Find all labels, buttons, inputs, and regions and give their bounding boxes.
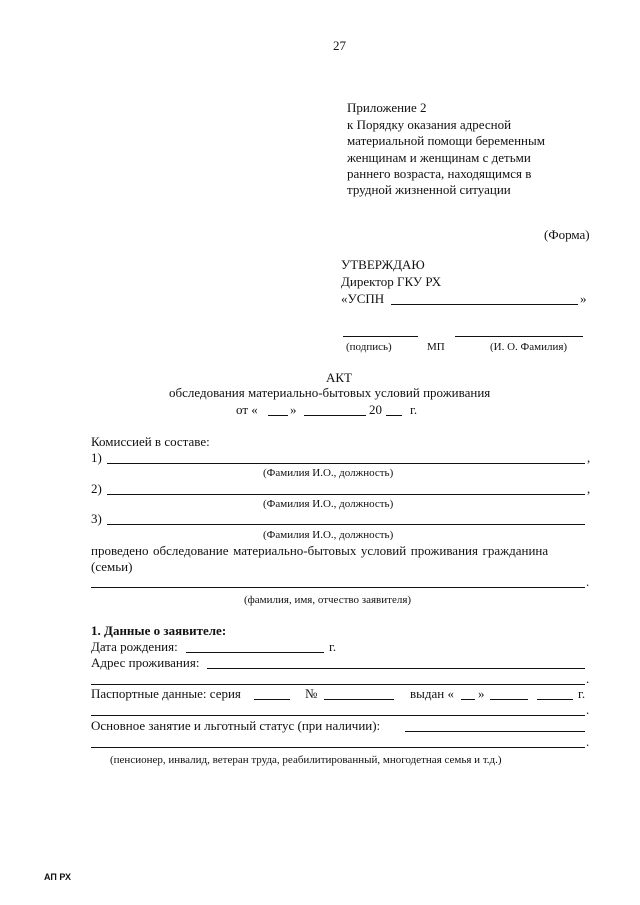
member-3-num: 3) [91,511,102,526]
page-number: 27 [333,38,346,53]
applicant-heading: 1. Данные о заявителе: [91,623,227,638]
member-2-num: 2) [91,481,102,496]
member-2-end: , [587,481,591,496]
act-title: АКТ [326,370,352,385]
occupation-field-2[interactable] [91,747,585,748]
passport-number-field[interactable] [324,699,394,700]
birth-date-field[interactable] [186,652,324,653]
birth-g: г. [329,639,337,654]
member-1-num: 1) [91,450,102,465]
passport-g: г. [578,686,586,701]
passport-end: . [586,702,590,717]
address-label: Адрес проживания: [91,655,200,670]
passport-label: Паспортные данные: серия [91,686,241,701]
appendix-line: трудной жизненной ситуации [347,182,511,197]
appendix-line: Приложение 2 [347,100,427,115]
occupation-field[interactable] [405,731,585,732]
member-2-caption: (Фамилия И.О., должность) [263,498,394,510]
approval-org-prefix: «УСПН [341,291,385,306]
signature-caption: (подпись) [346,341,392,353]
form-label: (Форма) [544,227,590,242]
address-end: . [586,671,590,686]
approval-title: УТВЕРЖДАЮ [341,257,425,272]
survey-text-line2: (семьи) [91,559,133,574]
passport-issued: выдан « [410,686,454,701]
status-caption: (пенсионер, инвалид, ветеран труда, реабилитированный, многодетная семья и т.д.) [110,754,502,766]
address-field-2[interactable] [91,684,585,685]
passport-month-field[interactable] [490,699,528,700]
member-1-caption: (Фамилия И.О., должность) [263,467,394,479]
member-3-field[interactable] [107,524,585,525]
act-date-from: от « [236,402,258,417]
name-field[interactable] [455,336,583,337]
birth-label: Дата рождения: [91,639,178,654]
act-date-month-field[interactable] [304,415,366,416]
appendix-line: к Порядку оказания адресной [347,117,512,132]
applicant-name-field[interactable] [91,587,585,588]
address-field[interactable] [207,668,585,669]
approval-org-field[interactable] [391,304,578,305]
commission-heading: Комиссией в составе: [91,434,210,449]
act-date-year-field[interactable] [386,415,402,416]
survey-end: . [586,574,590,589]
member-3-caption: (Фамилия И.О., должность) [263,529,394,541]
appendix-line: раннего возраста, находящимся в [347,166,532,181]
act-date-q: » [290,402,297,417]
survey-caption: (фамилия, имя, отчество заявителя) [244,594,412,606]
member-1-end: , [587,450,591,465]
footer-mark: АП РХ [44,872,72,882]
name-caption: (И. О. Фамилия) [490,341,568,353]
occupation-end: . [586,734,590,749]
passport-q: » [478,686,485,701]
passport-series-field[interactable] [254,699,290,700]
stamp-label: МП [427,341,445,353]
approval-org-suffix: » [580,291,587,306]
act-date-g: г. [410,402,418,417]
appendix-line: женщинам и женщинам с детьми [347,150,531,165]
passport-year-field[interactable] [537,699,573,700]
signature-field[interactable] [343,336,418,337]
passport-no: № [305,686,318,701]
approval-position: Директор ГКУ РХ [341,274,442,289]
survey-text-line1: проведено обследование материально-бытовых условий проживания гражданина [91,543,549,558]
member-1-field[interactable] [107,463,585,464]
act-date-day-field[interactable] [268,415,288,416]
passport-day-field[interactable] [461,699,475,700]
act-subtitle: обследования материально-бытовых условий проживания [169,385,491,400]
member-2-field[interactable] [107,494,585,495]
act-date-year: 20 [369,402,382,417]
occupation-label: Основное занятие и льготный статус (при наличии): [91,718,381,733]
appendix-line: материальной помощи беременным [347,133,545,148]
passport-issuer-field[interactable] [91,715,585,716]
